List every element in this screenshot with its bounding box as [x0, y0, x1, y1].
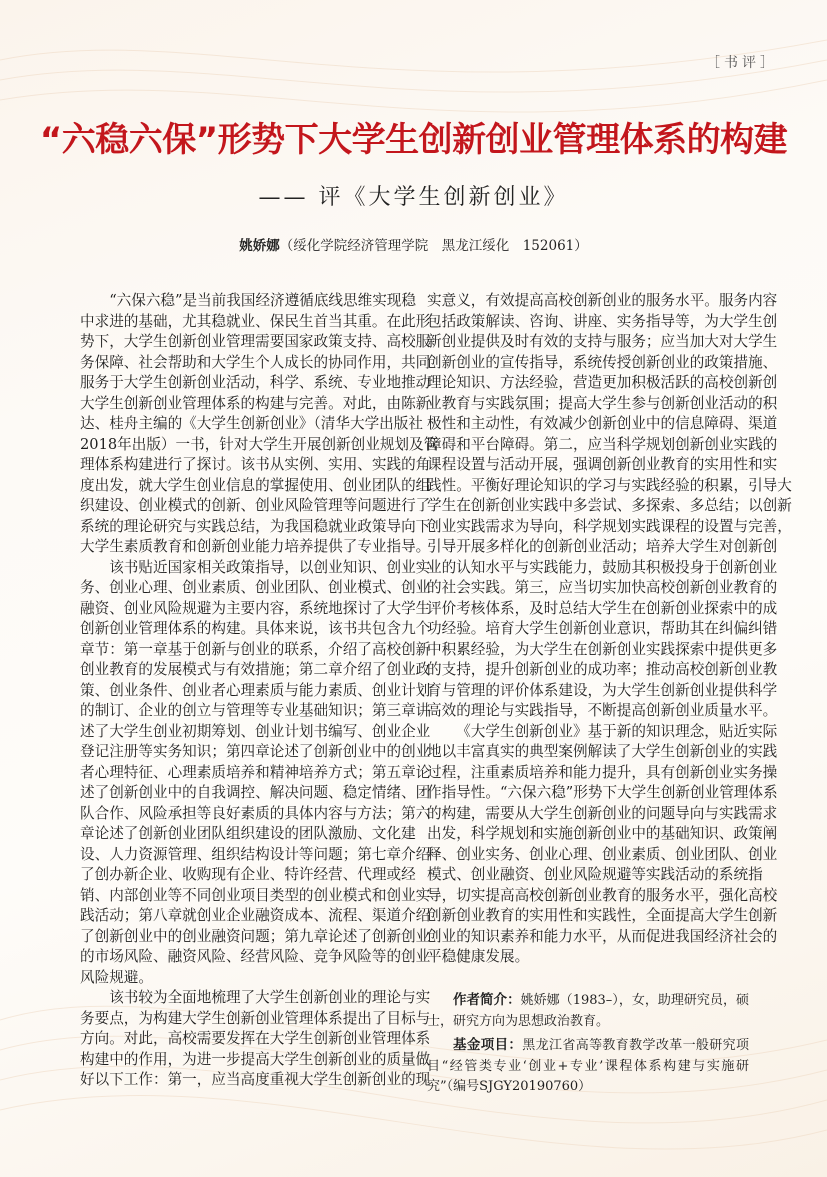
- note-text: 黑龙江省高等教育教学改革一般研究项: [522, 1038, 749, 1053]
- text-line: 《大学生创新创业》基于新的知识理念，贴近实际: [456, 722, 778, 740]
- text-line: 大学生素质教育和创新创业能力培养提供了专业指导。: [80, 538, 431, 555]
- text-line: 了创办新企业、收购现有企业、特许经营、代理或经: [80, 866, 416, 883]
- paragraph: [80, 291, 439, 558]
- note-text: 目“经管类专业‘创业+专业’课程体系构建与实施研: [427, 1058, 749, 1074]
- text-line: 功经验。培育大学生创新创业意识，帮助其在纠偏纠错: [427, 620, 778, 637]
- text-line: 的支持，提升创新创业的成功率；推动高校创新创业教: [427, 661, 778, 678]
- text-line: 织建设、创业模式的创新、创业风险管理等问题进行了: [80, 497, 431, 514]
- text-line: 育与管理的评价体系建设，为大学生创新创业提供科学: [427, 681, 778, 699]
- text-line: 2018年出版）一书，针对大学生开展创新创业规划及管: [80, 435, 439, 453]
- right-column: [427, 291, 792, 968]
- fund-info: [427, 1035, 749, 1097]
- text-line: 的社会实践。第三，应当切实加快高校创新创业教育的: [427, 579, 778, 596]
- article-notes: [427, 990, 749, 1101]
- text-line: 设、人力资源管理、组织结构设计等问题；第七章介绍: [80, 845, 431, 863]
- text-line: 创业实践需求为导向，科学规划实践课程的设置与完善，: [427, 517, 792, 535]
- text-line: 度出发，就大学生创业信息的掌握使用、创业团队的组: [80, 476, 431, 494]
- author-affiliation: （绥化学院经济管理学院 黑龙江绥化 152061）: [279, 238, 588, 254]
- text-line: 模式、创业融资、创业风险规避等实践活动的系统指: [427, 866, 763, 883]
- text-line: 的构建，需要从大学生创新创业的问题导向与实践需求: [427, 804, 778, 822]
- section-tag: ［书评］: [706, 55, 778, 71]
- text-line: 风险规避。: [80, 968, 153, 986]
- text-line: 务、创业心理、创业素质、创业团队、创业模式、创业: [80, 579, 431, 596]
- text-line: 该书贴近国家相关政策指导，以创业知识、创业实: [109, 558, 431, 576]
- text-line: 创业教育的发展模式与有效措施；第二章介绍了创业政: [80, 661, 431, 678]
- text-line: 高效的理论与实践指导，不断提高创新创业质量水平。: [427, 702, 778, 719]
- text-line: 策、创业条件、创业者心理素质与能力素质、创业计划: [80, 681, 431, 699]
- text-line: 销、内部创业等不同创业项目类型的创业模式和创业实: [80, 886, 431, 904]
- author-name: 姚娇娜: [239, 238, 280, 254]
- author-line: [0, 234, 827, 254]
- text-line: 势下，大学生创新创业管理需要国家政策支持、高校服: [80, 333, 431, 350]
- text-line: 融资、创业风险规避为主要内容，系统地探讨了大学生: [80, 599, 431, 617]
- text-line: 述了创新创业中的自我调控、解决问题、稳定情绪、团: [80, 784, 431, 801]
- article-subtitle: —— 评《大学生创新创业》: [258, 185, 569, 210]
- text-line: 障碍和平台障碍。第二，应当科学规划创新创业实践的: [427, 435, 778, 453]
- text-line: 大学生创新创业管理体系的构建与完善。对此，由陈新: [80, 394, 431, 412]
- text-line: 队合作、风险承担等良好素质的具体内容与方法；第六: [80, 804, 431, 822]
- text-line: 理体系构建进行了探讨。该书从实例、实用、实践的角: [80, 456, 431, 473]
- text-line: 创新创业的宣传指导，系统传授创新创业的政策措施、: [427, 353, 778, 371]
- text-line: 述了大学生创业初期筹划、创业计划书编写、创业企业: [80, 722, 431, 740]
- text-line: 实意义，有效提高高校创新创业的服务水平。服务内容: [427, 292, 778, 309]
- paragraph: [80, 988, 431, 1091]
- text-line: 务保障、社会帮助和大学生个人成长的协同作用，共同: [80, 353, 431, 371]
- bio-label: 作者简介：: [453, 992, 521, 1008]
- text-line: 务要点，为构建大学生创新创业管理体系提出了目标与: [80, 1009, 431, 1027]
- text-line: 业教育与实践氛围；提高大学生参与创新创业活动的积: [427, 394, 778, 412]
- text-line: 平稳健康发展。: [427, 948, 530, 965]
- text-line: 的制订、企业的创立与管理等专业基础知识；第三章讲: [80, 702, 431, 719]
- text-line: 系统的理论研究与实践总结，为我国稳就业政策导向下: [80, 517, 431, 535]
- text-line: “六保六稳”是当前我国经济遵循底线思维实现稳: [109, 292, 416, 309]
- text-line: 业的认知水平与实践能力，鼓励其积极投身于创新创业: [427, 558, 778, 576]
- note-line: [427, 1035, 749, 1056]
- fund-label: 基金项目：: [453, 1037, 523, 1053]
- author-bio: [427, 990, 749, 1031]
- text-line: 释、创业实务、创业心理、创业素质、创业团队、创业: [427, 845, 778, 863]
- text-line: 好以下工作：第一，应当高度重视大学生创新创业的现: [80, 1071, 431, 1088]
- text-line: 中积累经验，为大学生在创新创业实践探索中提供更多: [427, 640, 778, 658]
- text-line: 创新创业教育的实用性和实践性，全面提高大学生创新: [427, 907, 778, 924]
- paragraph: [427, 291, 792, 722]
- text-line: 课程设置与活动开展，强调创新创业教育的实用性和实: [427, 456, 778, 473]
- text-line: 作指导性。“六保六稳”形势下大学生创新创业管理体系: [427, 784, 778, 801]
- text-line: 出发，科学规划和实施创新创业中的基础知识、政策阐: [427, 825, 778, 842]
- text-line: 中求进的基础，尤其稳就业、保民生首当其重。在此形: [80, 312, 431, 330]
- text-line: 创业的知识素养和能力水平，从而促进我国经济社会的: [427, 927, 778, 945]
- text-line: 服务于大学生创新创业活动，科学、系统、专业地推动: [80, 374, 431, 391]
- text-line: 引导开展多样化的创新创业活动；培养大学生对创新创: [427, 538, 778, 555]
- text-line: 包括政策解读、咨询、讲座、实务指导等，为大学生创: [427, 312, 778, 330]
- text-line: 构建中的作用，为进一步提高大学生创新创业的质量做: [80, 1050, 431, 1068]
- note-line: [427, 1076, 749, 1097]
- text-line: 新创业提供及时有效的支持与服务；应当加大对大学生: [427, 333, 778, 350]
- text-line: 章论述了创新创业团队组织建设的团队激励、文化建: [80, 825, 416, 842]
- paragraph: [427, 722, 778, 968]
- text-line: 导，切实提高高校创新创业教育的服务水平，强化高校: [427, 886, 778, 904]
- text-line: 学生在创新创业实践中多尝试、多探索、多总结；以创新: [427, 497, 792, 514]
- paragraph: [80, 558, 431, 989]
- text-line: 践性。平衡好理论知识的学习与实践经验的积累，引导大: [427, 476, 792, 494]
- text-line: 评价考核体系，及时总结大学生在创新创业探索中的成: [427, 599, 778, 617]
- text-line: 地以丰富真实的典型案例解读了大学生创新创业的实践: [427, 743, 778, 760]
- text-line: 登记注册等实务知识；第四章论述了创新创业中的创业: [80, 743, 431, 760]
- text-line: 章节：第一章基于创新与创业的联系，介绍了高校创新: [80, 640, 431, 658]
- text-line: 过程，注重素质培养和能力提升，具有创新创业实务操: [427, 763, 778, 781]
- text-line: 的市场风险、融资风险、经营风险、竞争风险等的创业: [80, 948, 431, 965]
- note-text: 姚娇娜（1983–），女，助理研究员，硕: [520, 993, 749, 1008]
- note-line: [427, 990, 749, 1011]
- text-line: 理论知识、方法经验，营造更加积极活跃的高校创新创: [427, 374, 778, 391]
- text-line: 践活动；第八章就创业企业融资成本、流程、渠道介绍: [80, 907, 431, 924]
- text-line: 者心理特征、心理素质培养和精神培养方式；第五章论: [80, 763, 431, 781]
- article-title: “六稳六保”形势下大学生创新创业管理体系的构建: [39, 120, 788, 160]
- text-line: 了创新创业中的创业融资问题；第九章论述了创新创业: [80, 927, 431, 945]
- note-line: [427, 1011, 749, 1032]
- text-line: 该书较为全面地梳理了大学生创新创业的理论与实: [109, 989, 431, 1006]
- text-line: 极性和主动性，有效减少创新创业中的信息障碍、渠道: [427, 415, 778, 432]
- left-column: [80, 291, 439, 1091]
- text-line: 方向。对此，高校需要发挥在大学生创新创业管理体系: [80, 1030, 431, 1047]
- text-line: 创新创业管理体系的构建。具体来说，该书共包含九个: [80, 620, 431, 637]
- text-line: 达、桂舟主编的《大学生创新创业》（清华大学出版社: [80, 415, 423, 432]
- note-text: 士，研究方向为思想政治教育。: [427, 1013, 610, 1029]
- note-text: 究”（编号SJGY20190760）: [427, 1079, 592, 1094]
- note-line: [427, 1056, 749, 1077]
